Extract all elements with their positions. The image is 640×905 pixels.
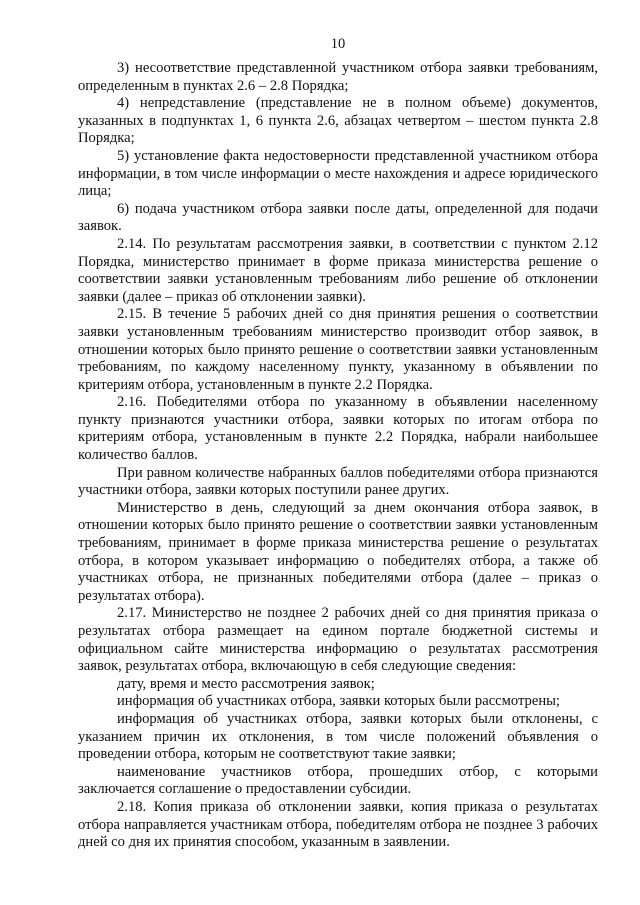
- paragraph-item-3: 3) несоответствие представленной участником отбора заявки требованиям, определенным в пунктах 2.6 – 2.8 Порядка;: [78, 60, 598, 94]
- paragraph-ministry-decision: Министерство в день, следующий за днем окончания отбора заявок, в отношении которых было принято решение о соответствии заявки установленным требованиям, принимает в форме приказа министерства решение о результатах отбора, в котором указывает информацию о победителях отбора, а также об участниках отбора, не признанных победителями отбора (далее – приказ о результатах отбора).: [78, 499, 598, 604]
- paragraph-equal-points: При равном количестве набранных баллов победителями отбора признаются участники отбора, заявки которых поступили ранее других.: [78, 464, 598, 499]
- list-item-winners-names: наименование участников отбора, прошедших отбор, с которыми заключается соглашение о предоставлении субсидии.: [78, 763, 598, 798]
- page-number: 10: [330, 36, 346, 52]
- document-body: [78, 60, 598, 852]
- paragraph-item-6: 6) подача участником отбора заявки после даты, определенной для подачи заявок.: [78, 200, 598, 235]
- list-item-date-time-place: дату, время и место рассмотрения заявок;: [117, 675, 375, 692]
- list-item-rejected-participants: информация об участниках отбора, заявки которых были отклонены, с указанием причин их отклонения, в том числе положений объявления о проведении отбора, которым не соответствуют такие заявки;: [78, 710, 598, 763]
- paragraph-2-17: 2.17. Министерство не позднее 2 рабочих дней со дня принятия приказа о результатах отбора размещает на едином портале бюджетной системы и официальном сайте министерства информацию о результатах рассмотрения заявок, результатах отбора, включающую в себя следующие сведения:: [78, 605, 598, 675]
- paragraph-2-15: 2.15. В течение 5 рабочих дней со дня принятия решения о соответствии заявки установленным требованиям министерство производит отбор заявок, в отношении которых было принято решение о соответствии заявки установленным требованиям, по каждому населенному пункту, указанному в объявлении по критериям отбора, установленным в пункте 2.2 Порядка.: [78, 306, 598, 393]
- paragraph-item-4: 4) непредставление (представление не в полном объеме) документов, указанных в подпунктах 1, 6 пункта 2.6, абзацах четвертом – шестом пункта 2.8 Порядка;: [78, 95, 598, 147]
- list-item-reviewed-participants: информация об участниках отбора, заявки которых были рассмотрены;: [117, 693, 560, 710]
- paragraph-item-5: 5) установление факта недостоверности представленной участником отбора информации, в том числе информации о месте нахождения и адресе юридического лица;: [78, 147, 598, 200]
- paragraph-2-14: 2.14. По результатам рассмотрения заявки, в соответствии с пунктом 2.12 Порядка, министерство принимает в форме приказа министерства решение о соответствии заявки установленным требованиям либо решение об отклонении заявки (далее – приказ об отклонении заявки).: [78, 235, 598, 305]
- paragraph-2-16: 2.16. Победителями отбора по указанному в объявлении населенному пункту признаются участники отбора, заявки которых по итогам отбора по критериям отбора, установленным в пункте 2.2 Порядка, набрали наибольшее количество баллов.: [78, 394, 598, 464]
- paragraph-2-18: 2.18. Копия приказа об отклонении заявки, копия приказа о результатах отбора направляется участникам отбора, победителям отбора не позднее 3 рабочих дней со дня их принятия способом, указанным в заявлении.: [78, 798, 598, 851]
